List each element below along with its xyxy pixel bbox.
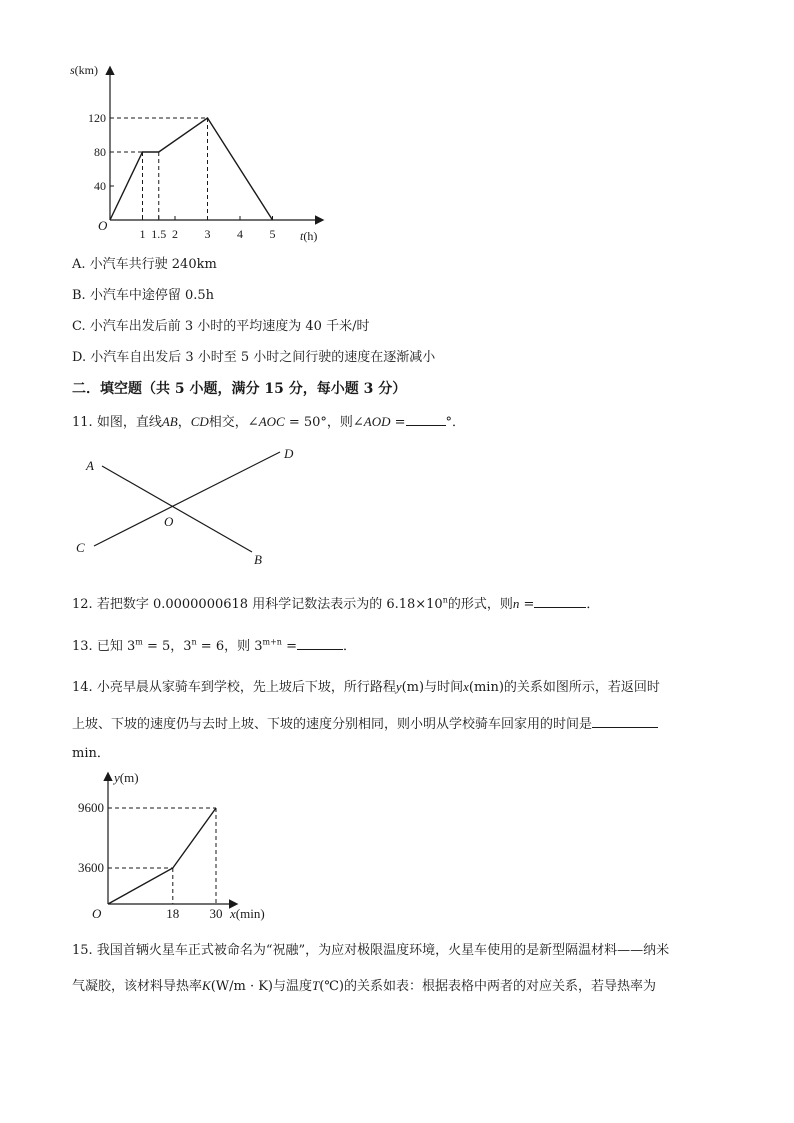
- distance-time-line: [110, 118, 273, 220]
- q13-answer-blank[interactable]: [297, 636, 343, 650]
- q15-text-line1: 15. 我国首辆火星车正式被命名为“祝融”，为应对极限温度环境，火星车使用的是新型隔温材料——纳米: [72, 943, 670, 958]
- y-tick-label: 9600: [78, 800, 104, 815]
- q15-text-line2: 气凝胶，该材料导热率K(W/m · K)与温度T(℃)的关系如表：根据表格中两者的对应关系，若导热率为: [72, 978, 656, 994]
- q14-distance-time-graph: [64, 768, 294, 928]
- x-tick-label: 30: [209, 906, 223, 921]
- point-b-label: B: [254, 552, 262, 567]
- q10-option-d: D. 小汽车自出发后 3 小时至 5 小时之间行驶的速度在逐渐减小: [72, 350, 436, 365]
- q10-option-c: C. 小汽车出发后前 3 小时的平均速度为 40 千米/时: [72, 319, 370, 334]
- q14-text-line2: 上坡、下坡的速度仍与去时上坡、下坡的速度分别相同，则小明从学校骑车回家用的时间是: [72, 714, 658, 734]
- point-c-label: C: [76, 540, 85, 555]
- q13-text: 13. 已知 $3^m = 5$，$3^n = 6$，则 $3^{m+n}$ = ．: [72, 637, 357, 654]
- line-cd: [94, 452, 280, 546]
- q11-answer-blank[interactable]: [406, 412, 446, 426]
- q10-option-a: A. 小汽车共行驶 240km: [72, 257, 217, 272]
- y-tick-label: 80: [94, 145, 106, 159]
- q14-text-line3: min．: [72, 746, 110, 761]
- x-tick-label: 18: [166, 906, 180, 921]
- q12-answer-blank[interactable]: [534, 594, 586, 608]
- origin-label: O: [98, 218, 108, 233]
- x-tick-label: 1.5: [151, 227, 167, 241]
- x-tick-label: 3: [204, 227, 211, 241]
- y-axis-label: s(km): [70, 63, 98, 77]
- distance-time-line: [108, 808, 216, 904]
- x-tick-label: 5: [269, 227, 276, 241]
- q10-option-b: B. 小汽车中途停留 0.5h: [72, 288, 214, 303]
- y-tick-label: 3600: [78, 860, 104, 875]
- point-d-label: D: [284, 446, 294, 461]
- x-tick-label: 4: [237, 227, 243, 241]
- point-o-label: O: [164, 514, 174, 529]
- point-a-label: A: [86, 458, 94, 473]
- q14-answer-blank[interactable]: [592, 714, 658, 728]
- q11-text: 11. 如图，直线AB，CD相交，∠AOC = 50°，则∠AOD = °．: [72, 414, 466, 430]
- x-axis-label: x(min): [230, 906, 265, 921]
- x-tick-label: 1: [139, 227, 146, 241]
- origin-label: O: [92, 906, 102, 921]
- x-tick-label: 2: [172, 227, 178, 241]
- section-heading: 二．填空题（共 5 小题，满分 15 分，每小题 3 分）: [72, 381, 407, 397]
- q12-text: 12. 若把数字 0.0000000618 用科学记数法表示为的 $6.18\times 10^n$的形式，则n = ．: [72, 595, 600, 612]
- y-tick-label: 40: [94, 179, 106, 193]
- y-axis-label: y(m): [114, 770, 139, 785]
- q11-intersecting-lines: [72, 444, 312, 570]
- y-tick-label: 120: [88, 111, 106, 125]
- q10-distance-time-graph: [64, 56, 344, 246]
- x-axis-label: t(h): [300, 229, 318, 243]
- line-ab: [102, 466, 252, 552]
- q14-text-line1: 14. 小亮早晨从家骑车到学校，先上坡后下坡，所行路程y(m)与时间x(min)的关系如图所示，若返回时: [72, 679, 660, 695]
